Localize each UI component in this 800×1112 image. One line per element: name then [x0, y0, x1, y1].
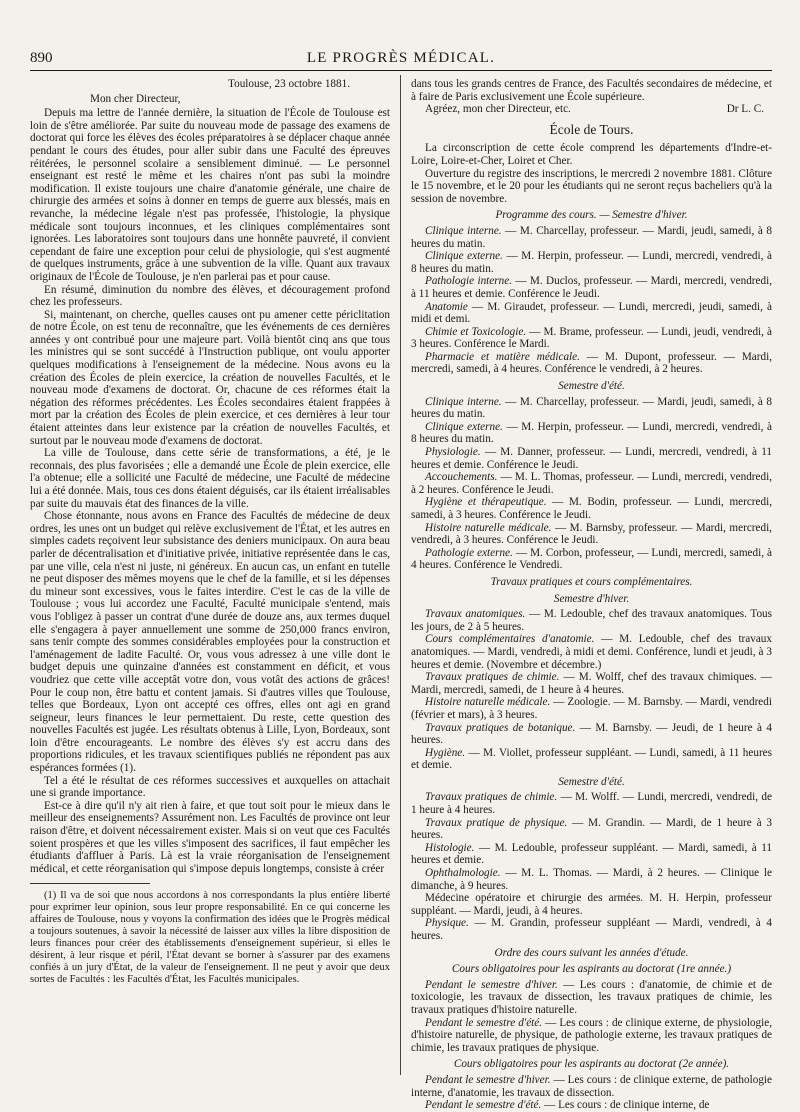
study-order-title: Ordre des cours suivant les années d'étude.: [494, 946, 689, 959]
paragraph: En résumé, diminution du nombre des élèves, et découragement profond chez les professeurs.: [30, 283, 390, 309]
course-entry: Anatomie — M. Giraudet, professeur. — Lundi, mercredi, jeudi, samedi, à midi et demi.: [411, 300, 772, 326]
course-entry: Accouchements. — M. L. Thomas, professeur. — Lundi, mercredi, vendredi, à 2 heures. Conférence le Jeudi.: [411, 471, 772, 496]
course-entry: Ophthalmologie. — M. L. Thomas. — Mardi, à 2 heures. — Clinique le dimanche, à 9 heures.: [411, 867, 772, 892]
second-year-title: Cours obligatoires pour les aspirants au doctorat (2e année).: [453, 1058, 730, 1071]
footnote-rule: [30, 883, 150, 884]
course-entry: Pendant le semestre d'été. — Les cours : de clinique interne, de: [425, 1099, 710, 1112]
course-entry: Clinique externe. — M. Herpin, professeur. — Lundi, mercredi, vendredi, à 8 heures du matin.: [411, 420, 773, 446]
course-entry: Travaux pratiques de chimie. — M. Wolff, chef des travaux chimiques. — Mardi, mercredi, samedi, de 1 heure à 4 heures.: [411, 671, 772, 696]
course-entry: Pendant le semestre d'été. — Les cours : de clinique externe, de physiologie, d'histoire naturelle, de physique, de pathologie externe, les travaux pratiques de chimie, les travaux pratiques de physique.: [411, 1016, 772, 1054]
practical-work-title: Travaux pratiques et cours complémentaires.: [490, 575, 693, 588]
letter-closing-line: [411, 103, 772, 116]
first-year-title: Cours obligatoires pour les aspirants au doctorat (1re année.): [451, 963, 732, 976]
course-entry: Hygiène et thérapeutique. — M. Bodin, professeur. — Lundi, mercredi, samedi, à 3 heures. Conférence le Jeudi.: [411, 496, 772, 521]
intro-paragraph: Ouverture du registre des inscriptions, le mercredi 2 novembre 1881. Clôture le 15 novembre, et le 20 pour les étudiants qui ne seront reçus bacheliers qu'à la session de novembre.: [411, 167, 772, 205]
practical-summer-list: [411, 791, 772, 942]
course-entry: Travaux pratiques de botanique. — M. Barnsby. — Jeudi, de 1 heure à 4 heures.: [411, 721, 772, 747]
left-column: [30, 78, 390, 986]
practical-winter-list: [411, 608, 772, 772]
course-entry: Physiologie. — M. Danner, professeur. — Lundi, mercredi, vendredi, à 11 heures et demie. Conférence le Jeudi.: [411, 446, 772, 471]
course-entry: Pathologie externe. — M. Corbon, professeur, — Lundi, mercredi, samedi, à 4 heures. Conférence le Vendredi.: [411, 546, 772, 572]
paragraph: Si, maintenant, on cherche, quelles causes ont pu amener cette périclitation de notre École, on est tenu de reconnaître, que les événements de ces dernières années y ont contribué pour une majeure part. Voilà bientôt cinq ans que tous les ministres qui se sont succédé à l'Instruction publique, ont voulu apporter quelques modifications à l'enseignement de la médecine. Nous avons eu la création des Écoles de plein exercice, la création de nouvelles Facultés, et le nouveau mode d'examens de doctorat. Or, chacune de ces réformes était la négation des réformes précédentes. Les Écoles secondaires étaient frappées à mort par la création des Écoles de plein exercice, et ces dernières à leur tour étaient atteintes dans leur existence par la création de nouvelles Facultés, et surtout par le nouveau mode d'examens de doctorat.: [30, 308, 390, 447]
course-entry: Médecine opératoire et chirurgie des armées. M. H. Herpin, professeur suppléant. — Mardi, jeudi, à 4 heures.: [411, 892, 772, 917]
course-entry: Travaux anatomiques. — M. Ledouble, chef des travaux anatomiques. Tous les jours, de 2 à 5 heures.: [411, 608, 772, 633]
letter-closing: Agréez, mon cher Directeur, etc.: [425, 103, 571, 116]
paragraph: La ville de Toulouse, dans cette série de transformations, a été, je le reconnais, des plus favorisées ; elle a demandé une École de plein exercice, elle l'a obtenue; elle a sollicité une Faculté de médecine, une Faculté de médecine lui a été donnée. Mais, tous ces dons étaient déguisés, car ils étaient irréalisables par suite du mauvais état des finances de la ville.: [30, 447, 390, 510]
course-entry: Histologie. — M. Ledouble, professeur suppléant. — Mardi, samedi, à 11 heures et demie.: [411, 841, 772, 867]
course-entry: Chimie et Toxicologie. — M. Brame, professeur. — Lundi, jeudi, vendredi, à 3 heures. Conférence le Mardi.: [411, 325, 772, 351]
paragraph: dans tous les grands centres de France, des Facultés secondaires de médecine, et à faire de Paris exclusivement une École supérieure.: [411, 78, 772, 103]
practical-winter-title: Semestre d'hiver.: [553, 592, 630, 605]
course-entry: Travaux pratique de physique. — M. Grandin. — Mardi, de 1 heure à 3 heures.: [411, 816, 772, 842]
footnote: (1) Il va de soi que nous accordons à nos correspondants la plus entière liberté pour exprimer leur opinion, sous leur propre responsabilité. En ce qui concerne les affaires de Toulouse, nous y voyons la confirmation des idées que le Progrès médical a toujours soutenues, à savoir la nécessité de laisser aux villes la libre disposition de leurs finances pour créer des établissements d'enseignement supérieur, si elles le désirent, à leur risque et péril, l'État devant se borner à s'assurer par des examens confiés à un jury d'État, de la valeur de l'enseignement. Il ne peut y avoir que deux sortes de Facultés : les Facultés d'État, les Facultés municipales.: [30, 890, 390, 986]
course-entry: Physique. — M. Grandin, professeur suppléant — Mardi, vendredi, à 4 heures.: [411, 917, 772, 942]
course-entry: Histoire naturelle médicale. — Zoologie. — M. Barnsby. — Mardi, vendredi (février et mars), à 3 heures.: [411, 696, 772, 721]
page-number: 890: [30, 50, 53, 66]
winter-courses-list: [411, 225, 772, 376]
program-title: Programme des cours. — Semestre d'hiver.: [495, 209, 688, 222]
letter-date: Toulouse, 23 octobre 1881.: [228, 78, 350, 90]
paragraph: Est-ce à dire qu'il n'y ait rien à faire, et que tout soit pour le mieux dans le meilleur des enseignements? Assurément non. Les Facultés de province ont leur raison d'être, et doivent nécessairement exister. Mais si on veut que ces Facultés soient prospères et que les villes s'imposent des sacrifices, il faut empêcher les étudiants d'affluer à Paris. Là est la vraie réorganisation de l'enseignement médical, et cette réorganisation qui s'impose depuis longtemps, consiste à créer: [30, 799, 390, 875]
section-heading: École de Tours.: [549, 121, 634, 137]
course-entry: Pendant le semestre d'hiver. — Les cours : de clinique externe, de pathologie interne, d'anatomie, les travaux de dissection.: [411, 1073, 772, 1099]
paragraph: Tel a été le résultat de ces réformes successives et auxquelles on attachait une si grande importance.: [30, 774, 390, 800]
course-entry: Pathologie interne. — M. Duclos, professeur. — Mardi, mercredi, vendredi, à 11 heures et demie. Conférence le Jeudi.: [411, 275, 772, 300]
course-entry: Histoire naturelle médicale. — M. Barnsby, professeur. — Mardi, mercredi, vendredi, à 3 heures. Conférence le Jeudi.: [411, 521, 772, 547]
course-entry: Clinique interne. — M. Charcellay, professeur. — Mardi, jeudi, samedi, à 8 heures du matin.: [411, 224, 772, 250]
summer-semester-title: Semestre d'été.: [558, 380, 625, 393]
letter-signature: Dr L. C.: [726, 103, 764, 116]
paragraph: Depuis ma lettre de l'année dernière, la situation de l'École de Toulouse est loin de s'être améliorée. Par suite du nouveau mode de passage des examens de doctorat qui force les élèves des écoles préparatoires à se déplacer chaque année pendant le cours des études, pour aller subir dans une Faculté des épreuves réitérées, le personnel scolaire a sensiblement diminué. — Le personnel enseignant est resté le même et les chaires n'ont pas subi la moindre modification. Il existe toujours une chaire d'anatomie générale, une chaire de chirurgie des armées et soins à donner en temps de guerre aux blessés, mais en revanche, la médecine légale n'est pas professée, l'histologie, la physique médicale sont toujours inconnues, et les cliniques complémentaires sont ignorées. Les laboratoires sont toujours dans une honnête pauvreté, il convient cependant de faire une exception pour celui de physiologie, qui s'est augmenté de quelques instruments, grâce à une subvention de la ville. Quant aux travaux originaux de l'École de Toulouse, je n'en parlerai pas et pour cause.: [30, 107, 390, 283]
page-header: [30, 48, 772, 72]
column-divider: [400, 75, 401, 1075]
intro-paragraph: La circonscription de cette école comprend les départements d'Indre-et-Loire, Loire-et-Cher, Loiret et Cher.: [411, 142, 772, 167]
right-column: [411, 78, 772, 1112]
header-rule: [30, 70, 772, 71]
course-entry: Cours complémentaires d'anatomie. — M. Ledouble, chef des travaux anatomiques. — Mardi, vendredi, à midi et demi. Conférence, lundi et jeudi, à 3 heures et demie. (Novembre et décembre.): [411, 633, 772, 671]
summer-courses-list: [411, 396, 772, 572]
course-entry: Hygiène. — M. Viollet, professeur suppléant. — Lundi, samedi, à 11 heures et demie.: [411, 746, 772, 772]
course-entry: Clinique externe. — M. Herpin, professeur. — Lundi, mercredi, vendredi, à 8 heures du matin.: [411, 250, 773, 275]
letter-salutation: Mon cher Directeur,: [90, 92, 181, 105]
running-title: LE PROGRÈS MÉDICAL.: [306, 50, 496, 66]
course-entry: Travaux pratiques de chimie. — M. Wolff. — Lundi, mercredi, vendredi, de 1 heure à 4 heures.: [411, 791, 772, 817]
practical-summer-title: Semestre d'été.: [558, 775, 625, 788]
course-entry: Clinique interne. — M. Charcellay, professeur. — Mardi, jeudi, samedi, à 8 heures du matin.: [411, 395, 772, 421]
course-entry: Pharmacie et matière médicale. — M. Dupont, professeur. — Mardi, mercredi, samedi, à 4 heures. Conférence le vendredi, à 2 heures.: [411, 350, 772, 376]
course-entry: Pendant le semestre d'hiver. — Les cours : d'anatomie, de chimie et de toxicologie, les travaux de dissection, les travaux pratiques de chimie, les travaux pratiques d'histoire naturelle.: [411, 978, 772, 1016]
paragraph: Chose étonnante, nous avons en France des Facultés de médecine de deux ordres, les unes ont un budget qui relève exclusivement de l'État, et les autres en simples cadets reçoivent leur subsistance des deniers municipaux. On aura beau parler de décentralisation et d'initiative privée, initiative représentée dans le cas, par une ville, cela n'est ni juste, ni généreux. En aucun cas, un enfant en tutelle ne peut disposer des mêmes moyens que le chef de la famille, et si les dépenses du mineur sont excessives, vous le faites interdire. C'est le cas de la ville de Toulouse ; vous lui accordez une Faculté, Faculté municipale s'entend, mais vous l'obligez à passer un contrat d'une durée de douze ans, aux termes duquel elle s'engagera à payer annuellement une somme de 250,000 francs environ, sans tenir compte des sommes considérables employées pour la construction et l'aménagement de ladite Faculté. Or, vous vous adressez à une ville dont le budget depuis une quinzaine d'années est constamment en déficit, et vous voudriez que cette ville acceptât votre don, vous votât des actions de grâces! Pour le coup non, être battu et content jamais. Si d'autres villes que Toulouse, telles que Bordeaux, Lyon ont accepté ces offres, elles ont agi en grand seigneur, leurs finances le leur permettaient. Du reste, cette question des nouvelles Facultés est jugée. Les résultats obtenus à Lille, Lyon, Bordeaux, sont loin d'être encourageants. Le nombre des élèves s'y est accru dans des proportions ridicules, et les travaux scientifiques publiés ne répondent pas aux espérances formées (1).: [30, 510, 390, 775]
